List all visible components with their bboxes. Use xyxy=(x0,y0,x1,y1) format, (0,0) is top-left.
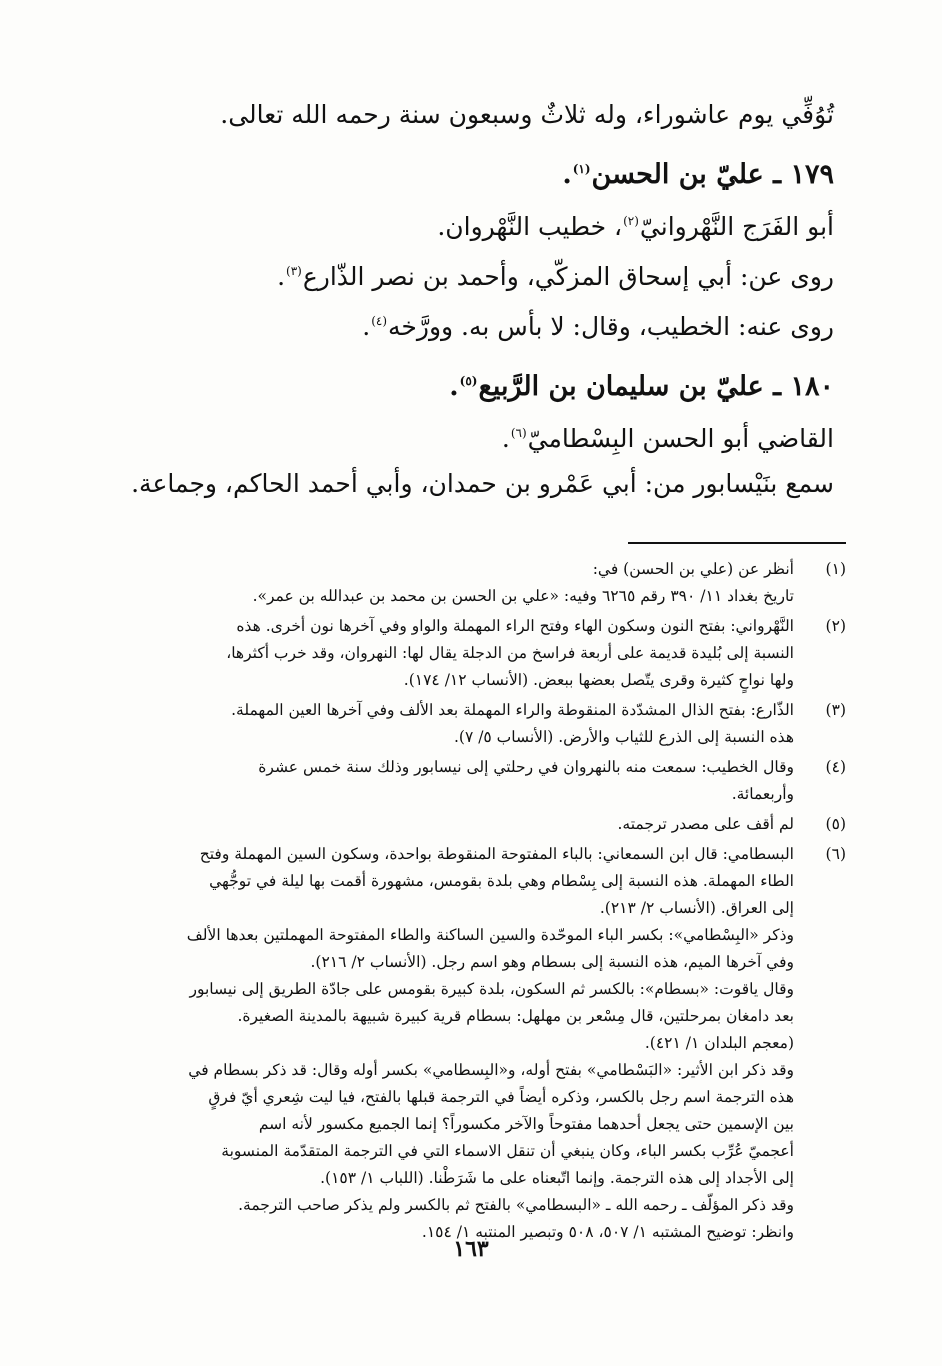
footnote-line: وقال ياقوت: «بسطام»: بالكسر ثم السكون، بلدة كبيرة بقومس على جادّة الطريق إلى نيسابور xyxy=(189,980,794,998)
footnote-line: لم أقف على مصدر ترجمته. xyxy=(617,815,794,833)
footnote-separator xyxy=(628,542,846,544)
footnote-line: هذه النسبة إلى الذرع للثياب والأرض. (الأنساب ٥/ ٧). xyxy=(453,728,794,746)
line-text: ١٨٠ ـ عليّ بن سليمان بن الرَّبيع xyxy=(478,371,834,402)
line-text: روى عن: أبي إسحاق المزكّي، وأحمد بن نصر الذّارع xyxy=(302,262,834,291)
line-text-continuation: . xyxy=(362,312,371,341)
footnote xyxy=(96,811,846,838)
text-line xyxy=(96,461,834,506)
line-text-continuation: ، خطيب النَّهْروان. xyxy=(437,212,623,241)
footnote-line: (معجم البلدان ١/ ٤٢١). xyxy=(644,1034,794,1052)
footnote-line: تاريخ بغداد ١١/ ٣٩٠ رقم ٦٢٦٥ وفيه: «علي بن الحسن بن محمد بن عبدالله بن عمر». xyxy=(252,587,794,605)
footnote-line: وقد ذكر ابن الأثير: «البَسْطامي» بفتح أوله، و«البِسطامي» بكسر أوله وقال: قد ذكر بسطام في xyxy=(188,1061,794,1079)
entry-heading xyxy=(96,145,834,199)
footnote-number: (١) xyxy=(825,560,846,578)
line-text-continuation: . xyxy=(449,371,459,402)
footnote xyxy=(96,754,846,808)
footnote-number: (٤) xyxy=(825,758,846,776)
footnote-line: بين الإسمين حتى يجعل أحدهما مفتوحاً والآخر مكسوراً؟ إنما الجميع مكسور لأنه اسم xyxy=(258,1115,794,1133)
footnote-line: إلى الأجداد إلى هذه الترجمة. وإنما اتّبعناه على ما شَرَطْنا. (اللباب ١/ ١٥٣). xyxy=(320,1169,794,1187)
footnote-line: النسبة إلى بُليدة قديمة على أربعة فراسخ من الدجلة يقال لها: النهروان، وقد خرب أكثرها، xyxy=(226,644,794,662)
footnote-line: النَّهْرواني: بفتح النون وسكون الهاء وفتح الراء المهملة والواو وفي آخرها نون أخرى. هذه xyxy=(236,617,794,635)
footnote-reference: (٥) xyxy=(459,374,478,388)
text-line xyxy=(96,92,834,137)
footnote xyxy=(96,697,846,751)
footnotes xyxy=(96,556,846,1246)
line-text: القاضي أبو الحسن البِسْطاميّ xyxy=(527,424,834,453)
footnote-reference: (٦) xyxy=(510,426,527,440)
entry-heading xyxy=(96,357,834,411)
footnote-line: وقال الخطيب: سمعت منه بالنهروان في رحلتي إلى نيسابور وذلك سنة خمس عشرة xyxy=(258,758,794,776)
text-line xyxy=(96,299,834,349)
footnote-line: الذّارع: بفتح الذال المشدّدة المنقوطة والراء المهملة بعد الألف وفي آخرها العين المهملة. xyxy=(231,701,794,719)
line-text: سمع بنَيْسابور من: أبي عَمْرو بن حمدان، وأبي أحمد الحاكم، وجماعة. xyxy=(131,469,834,498)
line-text-continuation: . xyxy=(501,424,510,453)
footnote xyxy=(96,841,846,1246)
footnote-line: إلى العراق. (الأنساب ٢/ ٢١٣). xyxy=(599,899,794,917)
footnote-body xyxy=(96,556,794,610)
footnote-line: بعد دامغان بمرحلتين، قال مِسْعر بن مهلهل: بسطام قرية كبيرة شبيهة بالمدينة الصغيرة. xyxy=(237,1007,794,1025)
main-text xyxy=(96,92,834,506)
footnote-line: أعجميّ عُرِّب بكسر الباء، وكان ينبغي أن تنقل الاسماء التي في الترجمة المتقدّمة المنسوبة xyxy=(221,1142,794,1160)
footnote-line: وفي آخرها الميم، هذه النسبة إلى بسطام وهو اسم رجل. (الأنساب ٢/ ٢١٦). xyxy=(310,953,794,971)
footnote-body xyxy=(96,841,794,1246)
footnote-line: أنظر عن (علي بن الحسن) في: xyxy=(592,560,794,578)
text-line xyxy=(96,249,834,299)
footnote-reference: (٢) xyxy=(623,214,639,228)
footnote xyxy=(96,556,846,610)
footnote-number: (٣) xyxy=(825,701,846,719)
footnote-number: (٦) xyxy=(825,845,846,863)
footnote-line: ولها نواحٍ كثيرة وقرى يتّصل بعضها ببعض. (الأنساب ١٢/ ١٧٤). xyxy=(403,671,794,689)
footnote-number: (٢) xyxy=(825,617,846,635)
line-text: روى عنه: الخطيب، وقال: لا بأس به. وورَّخه xyxy=(388,312,834,341)
footnote-line: وانظر: توضيح المشتبه ١/ ٥٠٧، ٥٠٨ وتبصير المنتبه ١/ ١٥٤. xyxy=(421,1223,794,1241)
page-number: ١٦٣ xyxy=(453,1236,489,1262)
footnote-reference: (١) xyxy=(572,162,591,176)
text-line xyxy=(96,199,834,249)
footnote-body xyxy=(96,697,794,751)
footnote-line: البسطامي: قال ابن السمعاني: بالباء المفتوحة المنقوطة بواحدة، وسكون السين المهملة وفتح xyxy=(199,845,794,863)
footnote-number: (٥) xyxy=(825,815,846,833)
footnote-body xyxy=(96,613,794,694)
line-text: أبو الفَرَج النَّهْروانيّ xyxy=(639,212,834,241)
footnote-body xyxy=(96,754,794,808)
line-text: تُوُفِّي يوم عاشوراء، وله ثلاثٌ وسبعون سنة رحمه الله تعالى. xyxy=(220,100,834,129)
footnote-reference: (٤) xyxy=(371,314,388,328)
footnote-line: وأربعمائة. xyxy=(731,785,794,803)
footnote-reference: (٣) xyxy=(286,264,302,278)
footnote-line: وذكر «البِسْطامي»: بكسر الباء الموحّدة والسين الساكنة والطاء المفتوحة المهملتين بعدها الألف xyxy=(186,926,794,944)
text-line xyxy=(96,411,834,461)
line-text-continuation: . xyxy=(562,159,572,190)
footnote-line: هذه الترجمة اسم رجل بالكسر، وذكره أيضاً في الترجمة قبلها بالفتح، فيا ليت شِعري أيّ فرقٍ xyxy=(208,1088,794,1106)
footnote xyxy=(96,613,846,694)
footnote-line: وقد ذكر المؤلّف ـ رحمه الله ـ «البسطامي» بالفتح ثم بالكسر ولم يذكر صاحب الترجمة. xyxy=(238,1196,794,1214)
footnote-line: الطاء المهملة. هذه النسبة إلى بِسْطام وهي بلدة بقومس، مشهورة أقمت بها ليلة في توجُّهي xyxy=(209,872,794,890)
footnote-body xyxy=(96,811,794,838)
line-text-continuation: . xyxy=(277,262,286,291)
line-text: ١٧٩ ـ عليّ بن الحسن xyxy=(591,159,834,190)
